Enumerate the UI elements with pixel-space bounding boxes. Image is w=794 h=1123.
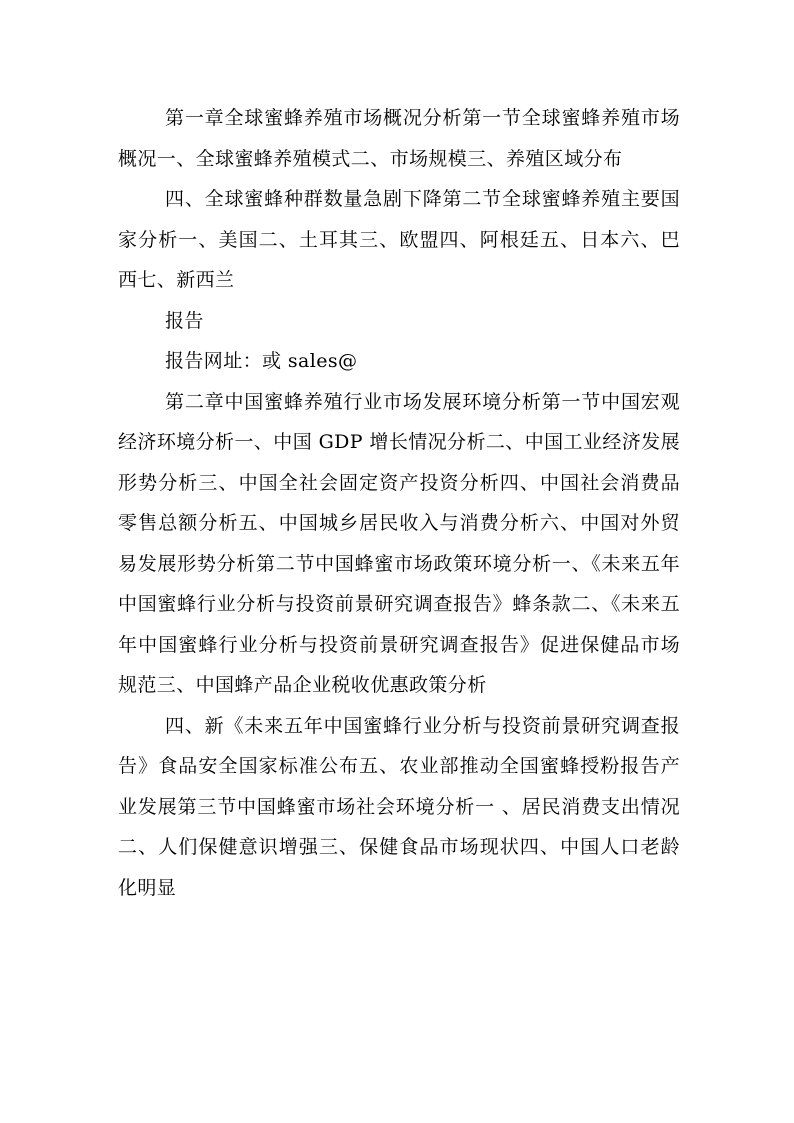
paragraph-chapter-2-continued: 四、新《未来五年中国蜜蜂行业分析与投资前景研究调查报告》食品安全国家标准公布五、农业部推动全国蜜蜂授粉报告产业发展第三节中国蜂蜜市场社会环境分析一 、居民消费支出情况二、人们保健意识增强三、保健食品市场现状四、中国人口老龄化明显 xyxy=(118,714,680,899)
paragraph-chapter-1: 第一章全球蜜蜂养殖市场概况分析第一节全球蜜蜂养殖市场概况一、全球蜜蜂养殖模式二、市场规模三、养殖区域分布 xyxy=(118,107,680,170)
paragraph-report: 报告 xyxy=(165,309,204,332)
document-body xyxy=(118,98,680,908)
paragraph-report-url: 报告网址：或 sales@ xyxy=(165,350,358,372)
paragraph-chapter-2: 第二章中国蜜蜂养殖行业市场发展环境分析第一节中国宏观经济环境分析一、中国 GDP 增长情况分析二、中国工业经济发展形势分析三、中国全社会固定资产投资分析四、中国社会消费品零售总额分析五、中国城乡居民收入与消费分析六、中国对外贸易发展形势分析第二节中国蜂蜜市场政策环境分析一、《未来五年中国蜜蜂行业分析与投资前景研究调查报告》蜂条款二、《未来五年中国蜜蜂行业分析与投资前景研究调查报告》促进保健品市场规范三、中国蜂产品企业税收优惠政策分析 xyxy=(118,390,680,696)
paragraph-chapter-1-countries: 四、全球蜜蜂种群数量急剧下降第二节全球蜜蜂养殖主要国家分析一、美国二、土耳其三、欧盟四、阿根廷五、日本六、巴西七、新西兰 xyxy=(118,188,680,291)
